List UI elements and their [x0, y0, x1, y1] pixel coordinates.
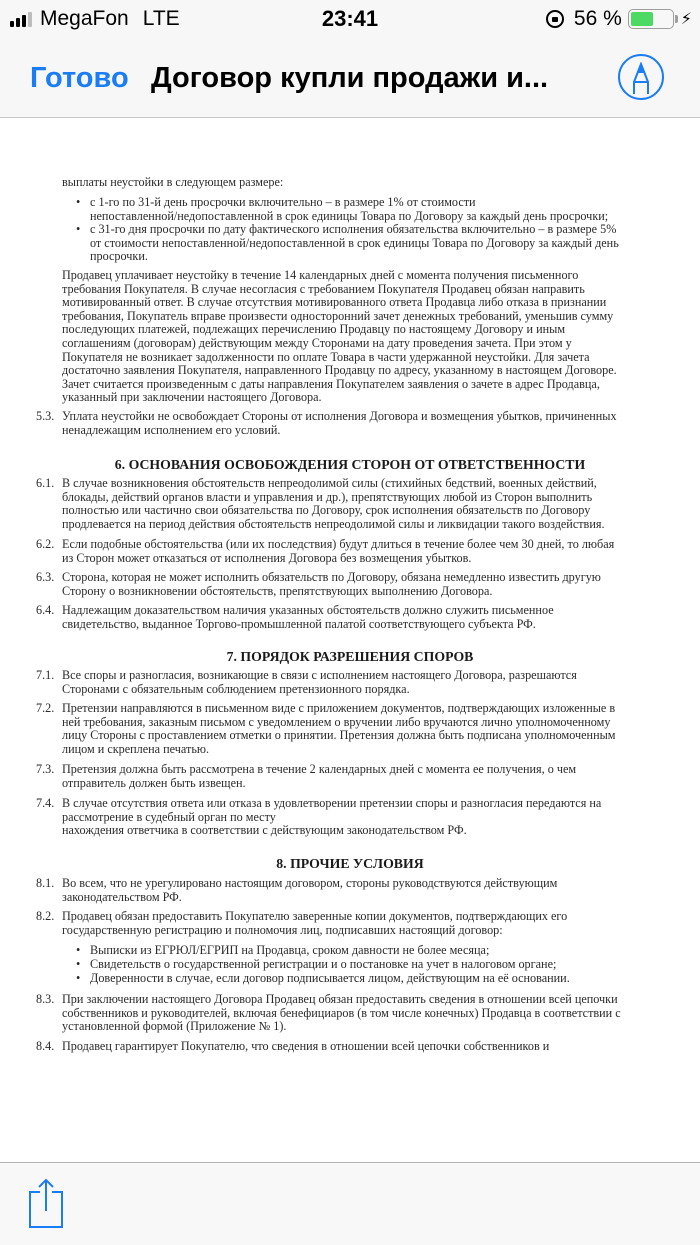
- battery-icon: [628, 9, 674, 29]
- battery-tip: [675, 15, 678, 23]
- text-line: При заключении настоящего Договора Продавец обязан предоставить сведения в отношении всей цепочки: [62, 992, 618, 1006]
- charging-icon: ⚡︎: [680, 11, 692, 28]
- clause-6-1: [62, 477, 667, 531]
- text-line: Если подобные обстоятельства (или их последствия) будут длиться в течение более чем 30 дней, то любая: [62, 537, 615, 551]
- text-line: Претензия должна быть рассмотрена в течение 2 календарных дней с момента ее получения, о чем: [62, 762, 577, 776]
- share-icon: [28, 1178, 64, 1232]
- markup-pen-icon: [629, 62, 653, 94]
- text-line: требования Покупателя. В случае несогласия с требованием Покупателя Продавец обязан направить: [62, 281, 585, 296]
- markup-button[interactable]: [618, 54, 664, 100]
- document-bullet-3: Доверенности в случае, если договор подписывается лицом, действующим на её основании.: [90, 971, 570, 985]
- text-line: Сторонами с обязательным соблюдением претензионного порядка.: [62, 681, 410, 696]
- text-line: В случае возникновения обстоятельств непреодолимой силы (стихийных бедствий, военных действий,: [62, 476, 597, 490]
- clause-number: 7.1.: [36, 668, 55, 682]
- bullet-icon: •: [76, 957, 81, 971]
- text-line: Зачет считается произведенным с даты направления Покупателем заявления о зачете в адрес Продавца,: [62, 376, 600, 391]
- text-line: ней требования, заказным письмом с уведомлением о вручении либо вручаются лично уполномоченному: [62, 714, 611, 729]
- text-line: полностью или частично свои обязательства по Договору, срок исполнения обязательств по Договору: [62, 503, 591, 518]
- clause-number: 6.3.: [36, 570, 55, 584]
- document-bullet-1: Выписки из ЕГРЮЛ/ЕГРИП на Продавца, сроком давности не более месяца;: [90, 943, 490, 957]
- clause-number: 8.1.: [36, 876, 55, 890]
- text-line: Сторону о возникновении обстоятельств, препятствующих выполнению Договора.: [62, 583, 493, 598]
- clause-5-3: [62, 410, 667, 437]
- carrier-name: MegaFon: [40, 7, 129, 30]
- rotation-lock-icon: [546, 10, 564, 28]
- text-line: лицу Стороны с проставлением отметки о принятии. Претензия должна быть подписана уполномоченным: [62, 728, 616, 743]
- clause-number: 5.3.: [36, 409, 55, 423]
- text-line: лицом и скреплена печатью.: [62, 741, 210, 756]
- text-line: нахождения ответчика в соответствии с действующим законодательством РФ.: [62, 823, 467, 838]
- text-line: Надлежащим доказательством наличия указанных обстоятельств должно служить письменное: [62, 603, 554, 617]
- section-7-heading: 7. ПОРЯДОК РАЗРЕШЕНИЯ СПОРОВ: [226, 649, 474, 664]
- text-line: мотивированный ответ. В случае отсутствия мотивированного ответа Продавца либо отказа в признании: [62, 295, 607, 310]
- status-bar: [0, 0, 700, 40]
- text-line: просрочки.: [90, 249, 148, 264]
- text-line: Претензии направляются в письменном виде с приложением документов, подтверждающих изложенные в: [62, 701, 616, 715]
- bullet-icon: •: [76, 971, 81, 985]
- text-line: Во всем, что не урегулировано настоящим договором, стороны руководствуются действующим: [62, 876, 558, 890]
- bullet-icon: •: [76, 222, 81, 236]
- bullet-icon: •: [76, 943, 81, 957]
- document-title: Договор купли продажи и...: [151, 62, 549, 94]
- text-line: от стоимости непоставленной/недопоставленной в срок единицы Товара по Договору за каждый день: [90, 235, 619, 250]
- text-line: с 1-го по 31-й день просрочки включительно – в размере 1% от стоимости: [90, 195, 476, 209]
- clause-number: 8.2.: [36, 909, 55, 923]
- penalty-paragraph: [62, 269, 667, 405]
- text-line: Покупателя не возникает задолженности по оплате Товара в части удержанной неустойки. Для зачета: [62, 349, 590, 364]
- clause-number: 8.3.: [36, 992, 55, 1006]
- text-line: требования, Покупатель вправе произвести односторонний зачет денежных требований, уменьшив сумму: [62, 308, 614, 323]
- text-line: Сторона, которая не может исполнить обязательств по Договору, обязана немедленно известить другую: [62, 570, 601, 584]
- text-line: Все споры и разногласия, возникающие в связи с исполнением настоящего Договора, разрешаются: [62, 668, 577, 682]
- text-line: из Сторон может отказаться от исполнения Договора без возмещения убытков.: [62, 550, 472, 565]
- text-line: непоставленной/недопоставленной в срок единицы Товара по Договору за каждый день просрочки;: [90, 208, 609, 223]
- text-line: установленной формой (Приложение № 1).: [62, 1019, 287, 1034]
- text-line: указанный при заключении настоящего Договора.: [62, 390, 322, 405]
- text-line: продлевается на период действия обстоятельств непреодолимой силы и ликвидации такого воздействия.: [62, 516, 605, 531]
- clause-7-1: [62, 669, 667, 696]
- text-line: законодательством РФ.: [62, 889, 182, 904]
- clause-8-2: [62, 910, 667, 937]
- clause-number: 8.4.: [36, 1039, 55, 1053]
- clause-number: 6.2.: [36, 537, 55, 551]
- section-6-heading: 6. ОСНОВАНИЯ ОСВОБОЖДЕНИЯ СТОРОН ОТ ОТВЕТСТВЕННОСТИ: [114, 457, 586, 472]
- penalty-bullet-2: [90, 223, 667, 264]
- section-8-heading: 8. ПРОЧИЕ УСЛОВИЯ: [276, 856, 424, 871]
- clause-7-2: [62, 702, 667, 756]
- share-button[interactable]: [28, 1178, 64, 1232]
- clause-8-4: [62, 1040, 667, 1054]
- clause-7-3: [62, 763, 667, 790]
- text-line: Уплата неустойки не освобождает Стороны от исполнения Договора и возмещения убытков, причиненных: [62, 409, 617, 423]
- clause-number: 7.3.: [36, 762, 55, 776]
- clause-number: 6.1.: [36, 476, 55, 490]
- battery-percent: 56 %: [573, 7, 622, 30]
- navigation-bar: [0, 40, 700, 118]
- text-line: государственную регистрацию и полномочия лиц, подписавших настоящий договор:: [62, 922, 503, 937]
- clause-6-4: [62, 604, 667, 631]
- network-type: LTE: [142, 7, 180, 30]
- clause-6-2: [62, 538, 667, 565]
- text-line: Продавец гарантирует Покупателю, что сведения в отношении всей цепочки собственников и: [62, 1039, 550, 1053]
- text-line: Продавец обязан предоставить Покупателю заверенные копии документов, подтверждающих его: [62, 909, 568, 923]
- clause-8-1: [62, 877, 667, 904]
- text-line: В случае отсутствия ответа или отказа в удовлетворении претензии споры и разногласия передаются на: [62, 796, 602, 810]
- text-line: собственников и руководителей, включая бенефициаров (в том числе конечных) Продавца в соответствии с: [62, 1005, 621, 1020]
- text-line: соглашениям (договорам) действующим между Сторонами на дату проведения зачета. При этом у: [62, 335, 572, 350]
- text-line: Продавец уплачивает неустойку в течение 14 календарных дней с момента получения письменного: [62, 268, 579, 282]
- document-bullet-2: Свидетельств о государственной регистрации и о постановке на учет в налоговом органе;: [90, 957, 557, 971]
- clause-number: 7.2.: [36, 701, 55, 715]
- text-line: с 31-го дня просрочки по дату фактического исполнения обязательства включительно – в размере 5%: [90, 222, 617, 236]
- clause-number: 6.4.: [36, 603, 55, 617]
- clock: 23:41: [321, 6, 379, 31]
- text-line: достаточно заявления Покупателя, направленного Продавцу по адресу, указанному в настоящем Договоре.: [62, 363, 617, 378]
- bottom-toolbar: [0, 1162, 700, 1245]
- text-line: блокады, действий органов власти и управления и др.), препятствующих любой из Сторон выполнить: [62, 489, 593, 504]
- clause-7-4: [62, 797, 667, 838]
- clause-number: 7.4.: [36, 796, 55, 810]
- clause-6-3: [62, 571, 667, 598]
- penalty-bullet-1: [90, 196, 667, 223]
- pdf-document-view[interactable]: [0, 119, 700, 1162]
- done-button[interactable]: Готово: [30, 62, 129, 94]
- text-line: рассмотрение в судебный орган по месту: [62, 809, 276, 824]
- text-line: последующих платежей, подлежащих перечислению Продавцу по настоящему Договору и иным: [62, 322, 566, 337]
- text-line: ненадлежащим исполнением его условий.: [62, 422, 281, 437]
- bullet-icon: •: [76, 195, 81, 209]
- text-line: свидетельство, выданное Торгово-промышленной палатой соответствующего субъекта РФ.: [62, 616, 536, 631]
- clause-8-3: [62, 993, 667, 1034]
- text-line: отправитель должен быть извещен.: [62, 775, 246, 790]
- penalty-intro: выплаты неустойки в следующем размере:: [62, 175, 284, 189]
